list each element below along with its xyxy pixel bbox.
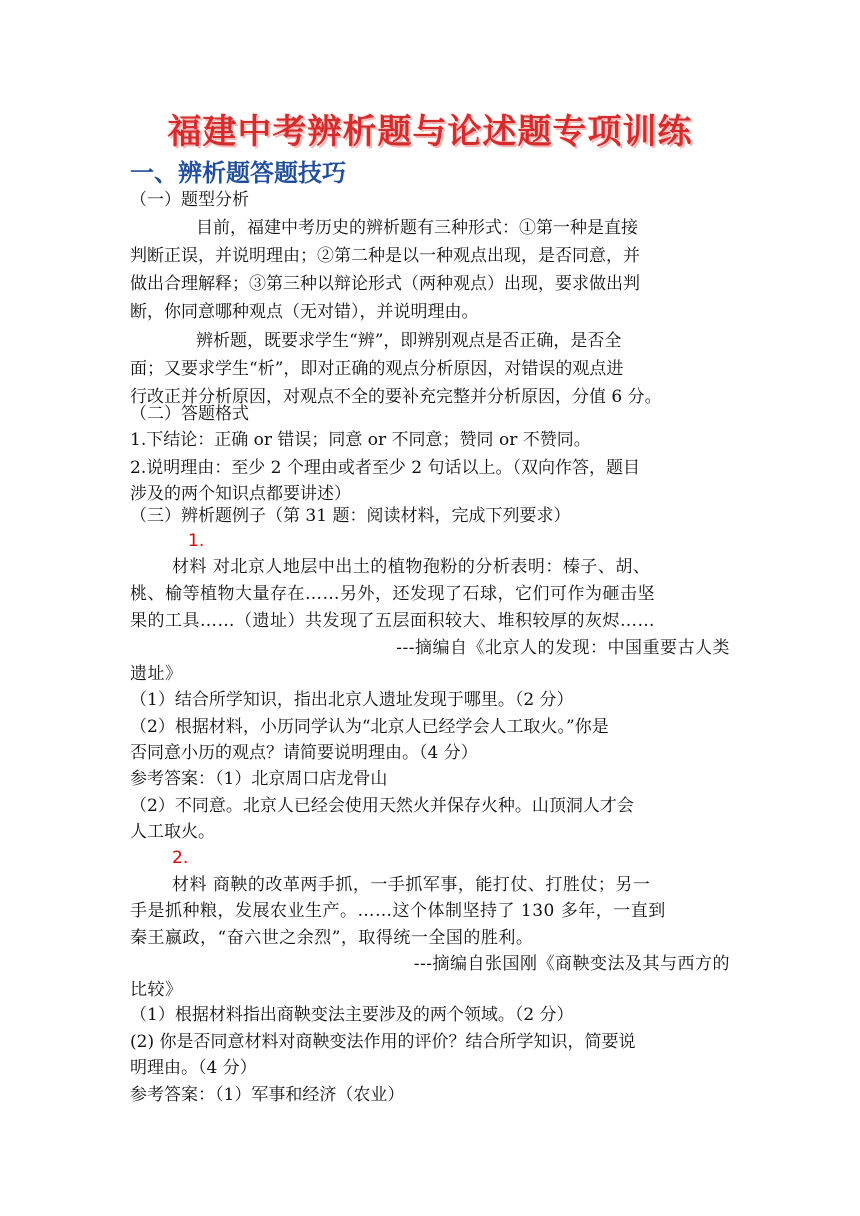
paragraph-line: 断，你同意哪种观点（无对错），并说明理由。 <box>130 302 479 322</box>
format-item: 涉及的两个知识点都要讲述） <box>130 484 351 504</box>
question-line: （1）结合所学知识，指出北京人遗址发现于哪里。（2 分） <box>130 690 574 710</box>
question-line: 否同意小历的观点？请简要说明理由。（4 分） <box>130 743 478 763</box>
example-number: 1. <box>188 531 205 551</box>
section-heading: 一、辨析题答题技巧 <box>130 159 346 187</box>
material-line: 手是抓种粮，发展农业生产。……这个体制坚持了 130 多年，一直到 <box>130 901 666 921</box>
paragraph-line: 做出合理解释；③第三种以辩论形式（两种观点）出现，要求做出判 <box>130 274 640 294</box>
material-source: 比较》 <box>130 980 183 1000</box>
question-line: 明理由。（4 分） <box>130 1058 257 1078</box>
paragraph-line: 行改正并分析原因，对观点不全的要补充完整并分析原因，分值 6 分。 <box>130 387 662 407</box>
material-source: ---摘编自《北京人的发现：中国重要古人类 <box>396 638 730 658</box>
document-title: 福建中考辨析题与论述题专项训练 <box>167 112 693 152</box>
answer-line: （2）不同意。北京人已经会使用天然火并保存火种。山顶洞人才会 <box>130 796 634 816</box>
question-line: (2) 你是否同意材料对商鞅变法作用的评价？结合所学知识，简要说 <box>130 1032 636 1052</box>
material-line: 果的工具……（遗址）共发现了五层面积较大、堆积较厚的灰烬…… <box>130 611 655 631</box>
question-line: （1）根据材料指出商鞅变法主要涉及的两个领域。（2 分） <box>130 1005 574 1025</box>
question-line: （2）根据材料，小历同学认为“北京人已经学会人工取火。”你是 <box>130 717 609 737</box>
material-line: 桃、榆等植物大量存在……另外，还发现了石球，它们可作为砸击坚 <box>130 584 655 604</box>
material-line: 秦王嬴政，“奋六世之余烈”，取得统一全国的胜利。 <box>130 928 534 948</box>
material-line: 材料 商鞅的改革两手抓，一手抓军事，能打仗、打胜仗；另一 <box>172 875 651 895</box>
material-source: 遗址》 <box>130 664 183 684</box>
paragraph-line: 目前，福建中考历史的辨析题有三种形式：①第一种是直接 <box>196 218 638 238</box>
answer-line: 参考答案：（1）军事和经济（农业） <box>130 1085 405 1105</box>
material-source: ---摘编自张国刚《商鞅变法及其与西方的 <box>413 954 730 974</box>
format-item: 2.说明理由：至少 2 个理由或者至少 2 句话以上。（双向作答，题目 <box>130 458 640 478</box>
material-line: 材料 对北京人地层中出土的植物孢粉的分析表明：榛子、胡、 <box>172 557 651 577</box>
answer-line: 参考答案：（1）北京周口店龙骨山 <box>130 769 388 789</box>
answer-line: 人工取火。 <box>130 822 215 842</box>
sub-heading-answer-format: （二）答题格式 <box>130 404 249 424</box>
sub-heading-examples: （三）辨析题例子（第 31 题：阅读材料，完成下列要求） <box>130 506 571 526</box>
paragraph-line: 辨析题，既要求学生“辨”，即辨别观点是否正确，是否全 <box>196 331 622 351</box>
example-number: 2. <box>172 848 189 868</box>
format-item: 1.下结论：正确 or 错误；同意 or 不同意；赞同 or 不赞同。 <box>130 430 591 450</box>
paragraph-line: 面；又要求学生“析”，即对正确的观点分析原因，对错误的观点进 <box>130 359 624 379</box>
paragraph-line: 判断正误，并说明理由；②第二种是以一种观点出现，是否同意，并 <box>130 246 640 266</box>
sub-heading-type-analysis: （一）题型分析 <box>130 190 249 210</box>
